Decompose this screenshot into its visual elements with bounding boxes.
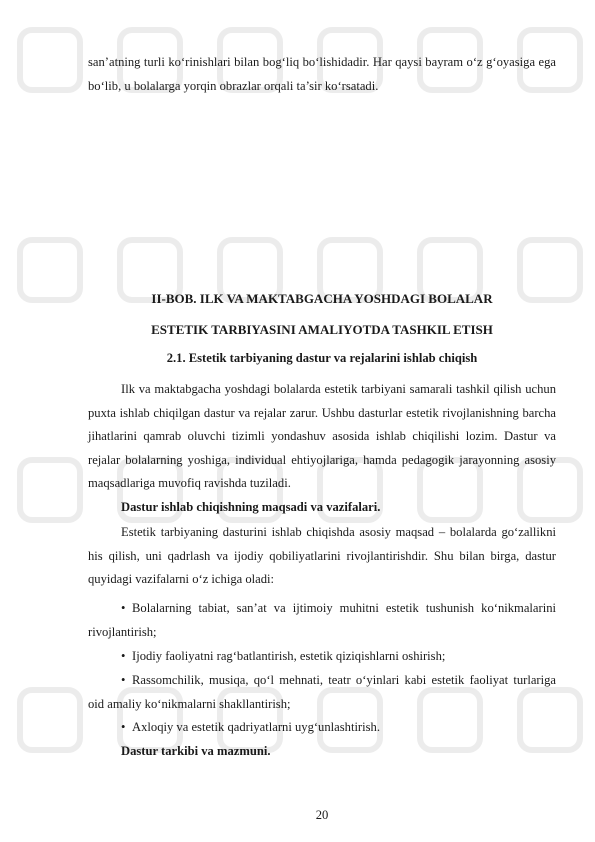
page-number: 20 [315,808,329,822]
bullet-item-1 [88,597,556,644]
bullet-item-3 [88,669,556,716]
bullet-text: Ijodiy faoliyatni rag‘batlantirish, estetik qiziqishlarni oshirish; [132,649,446,663]
subheading-structure: Dastur tarkibi va mazmuni. [121,744,271,758]
bullet-dot-icon: • [121,649,126,663]
intro-paragraph: san’atning turli ko‘rinishlari bilan bog‘liq bo‘lishidadir. Har qaysi bayram o‘z g‘oyasiga ega bo‘lib, u bolalarga yorqin obrazlar orqali ta’sir ko‘rsatadi. [88,55,556,93]
bullet-text: Rassomchilik, musiqa, qo‘l mehnati, teatr o‘yinlari kabi estetik faoliyat turlariga oid amaliy ko‘nikmalarni shakllantirish; [88,673,556,711]
subheading-goals: Dastur ishlab chiqishning maqsadi va vazifalari. [121,500,381,514]
body-paragraph-1: Ilk va maktabgacha yoshdagi bolalarda estetik tarbiyani samarali tashkil qilish uchun puxta ishlab chiqilgan dastur va rejalar zarur. Ushbu dasturlar estetik rivojlanishning barcha jihatlarini qamrab oluvchi tizimli yondashuv asosida ishlab chiqilishi lozim. Dastur va rejalar bolalarning yoshiga, individual ehtiyojlariga, hamda pedagogik jarayonning asosiy maqsadlariga muvofiq ravishda tuziladi. [88,382,556,490]
section-title: 2.1. Estetik tarbiyaning dastur va rejalarini ishlab chiqish [166,351,478,365]
chapter-title-line-2: ESTETIK TARBIYASINI AMALIYOTDA TASHKIL ETISH [151,322,493,337]
bullet-item-4 [88,716,556,740]
bullet-item-2 [88,645,556,669]
body-paragraph-2: Estetik tarbiyaning dasturini ishlab chiqishda asosiy maqsad – bolalarda go‘zallikni his qilish, uni qadrlash va ijodiy qobiliyatlarini rivojlantirishdir. Shu bilan birga, dastur quyidagi vazifalarni o‘z ichiga oladi: [88,525,556,586]
bullet-text: Axloqiy va estetik qadriyatlarni uyg‘unlashtirish. [132,720,380,734]
bullet-dot-icon: • [121,720,126,734]
bullet-dot-icon: • [121,601,126,615]
bullet-dot-icon: • [121,673,126,687]
bullet-text: Bolalarning tabiat, san’at va ijtimoiy muhitni estetik tushunish ko‘nikmalarini rivojlantirish; [88,601,556,639]
chapter-title-line-1: II-BOB. ILK VA MAKTABGACHA YOSHDAGI BOLALAR [151,291,493,306]
